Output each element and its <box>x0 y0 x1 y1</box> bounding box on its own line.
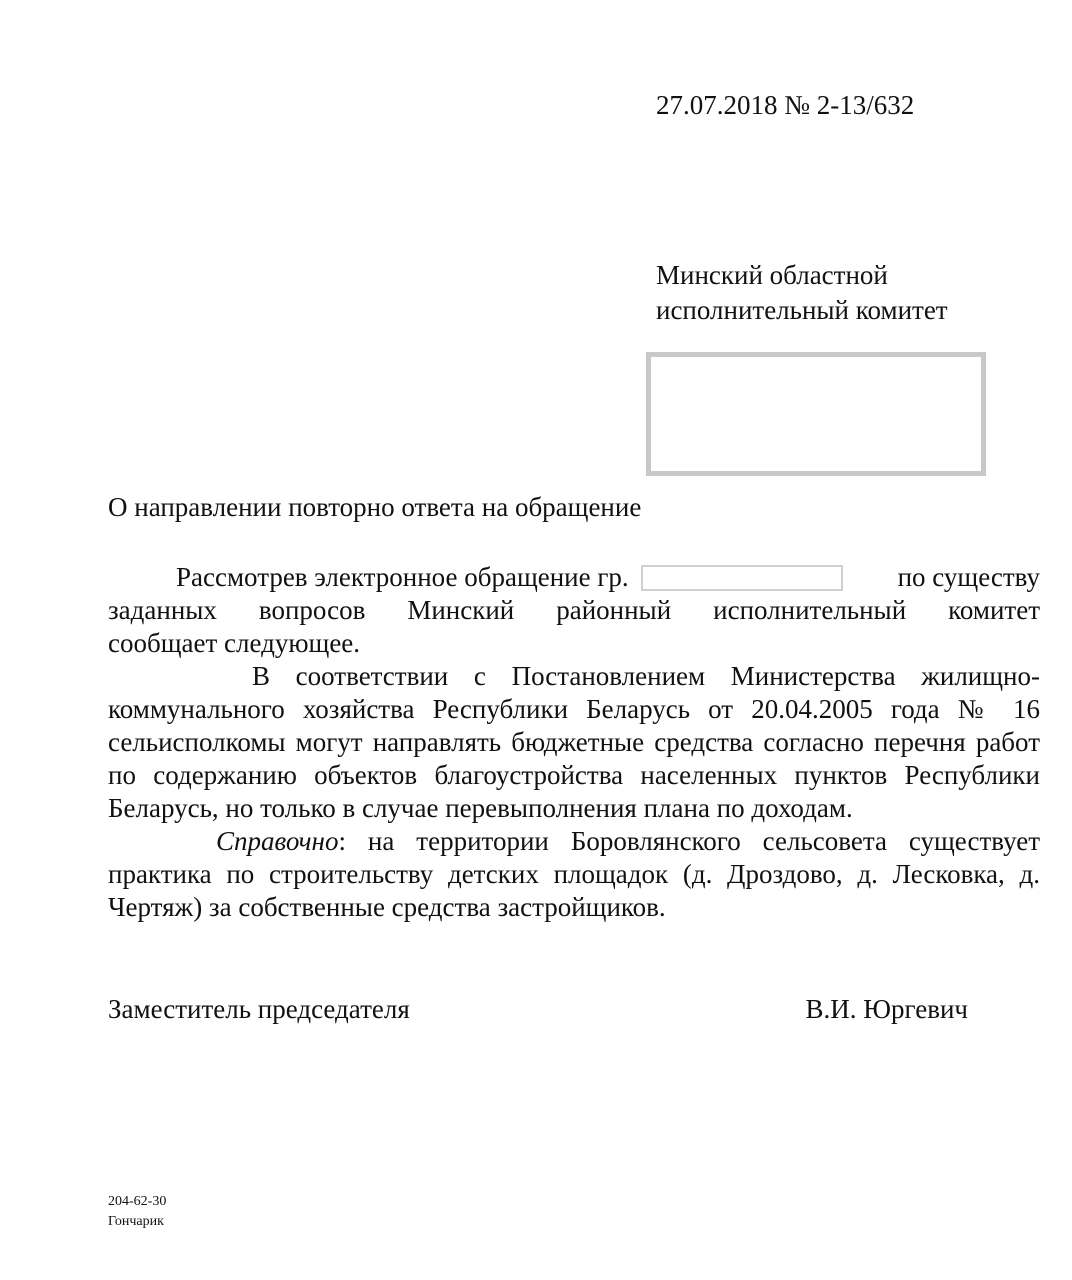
executor-name: Гончарик <box>108 1214 164 1229</box>
paragraph-2: В соответствии с Постановлением Министерства жилищно-коммунального хозяйства Республики Беларусь от 20.04.2005 года № 16 сельисполкомы могут направлять бюджетные средства согласно перечня работ по содержанию объектов благоустройства населенных пунктов Республики Беларусь, но только в случае перевыполнения плана по доходам. <box>108 661 1040 823</box>
paragraph-3 <box>108 825 1040 924</box>
signatory-name: В.И. Юргевич <box>805 994 968 1024</box>
document-date-number: 27.07.2018 № 2-13/632 <box>656 90 915 120</box>
signature-block <box>108 994 968 1025</box>
recipient-block <box>656 258 948 328</box>
document-body <box>108 561 1040 924</box>
executor-phone: 204-62-30 <box>108 1194 167 1209</box>
paragraph-3-italic: Справочно <box>216 826 339 856</box>
paragraph-1-start: Рассмотрев электронное обращение гр. <box>176 562 629 592</box>
paragraph-3-rest: : на территории Боровлянского сельсовета существует практика по строительству детских площадок (д. Дроздово, д. Лесковка, д. Чертяж) за собственные средства застройщиков. <box>108 826 1040 922</box>
redacted-address-box <box>646 352 986 476</box>
signatory-position: Заместитель председателя <box>108 994 410 1024</box>
paragraph-1-first-line <box>108 561 1040 594</box>
recipient-line-1: Минский областной <box>656 260 888 290</box>
executor-footer <box>108 1192 166 1232</box>
redacted-name <box>641 565 843 591</box>
paragraph-1-line-3: сообщает следующее. <box>108 628 361 658</box>
paragraph-1-end: по существу <box>897 562 1040 592</box>
document-subject: О направлении повторно ответа на обращение <box>108 492 642 522</box>
recipient-line-2: исполнительный комитет <box>656 295 948 325</box>
paragraph-1-line-2: заданных вопросов Минский районный исполнительный комитет <box>108 595 1040 625</box>
